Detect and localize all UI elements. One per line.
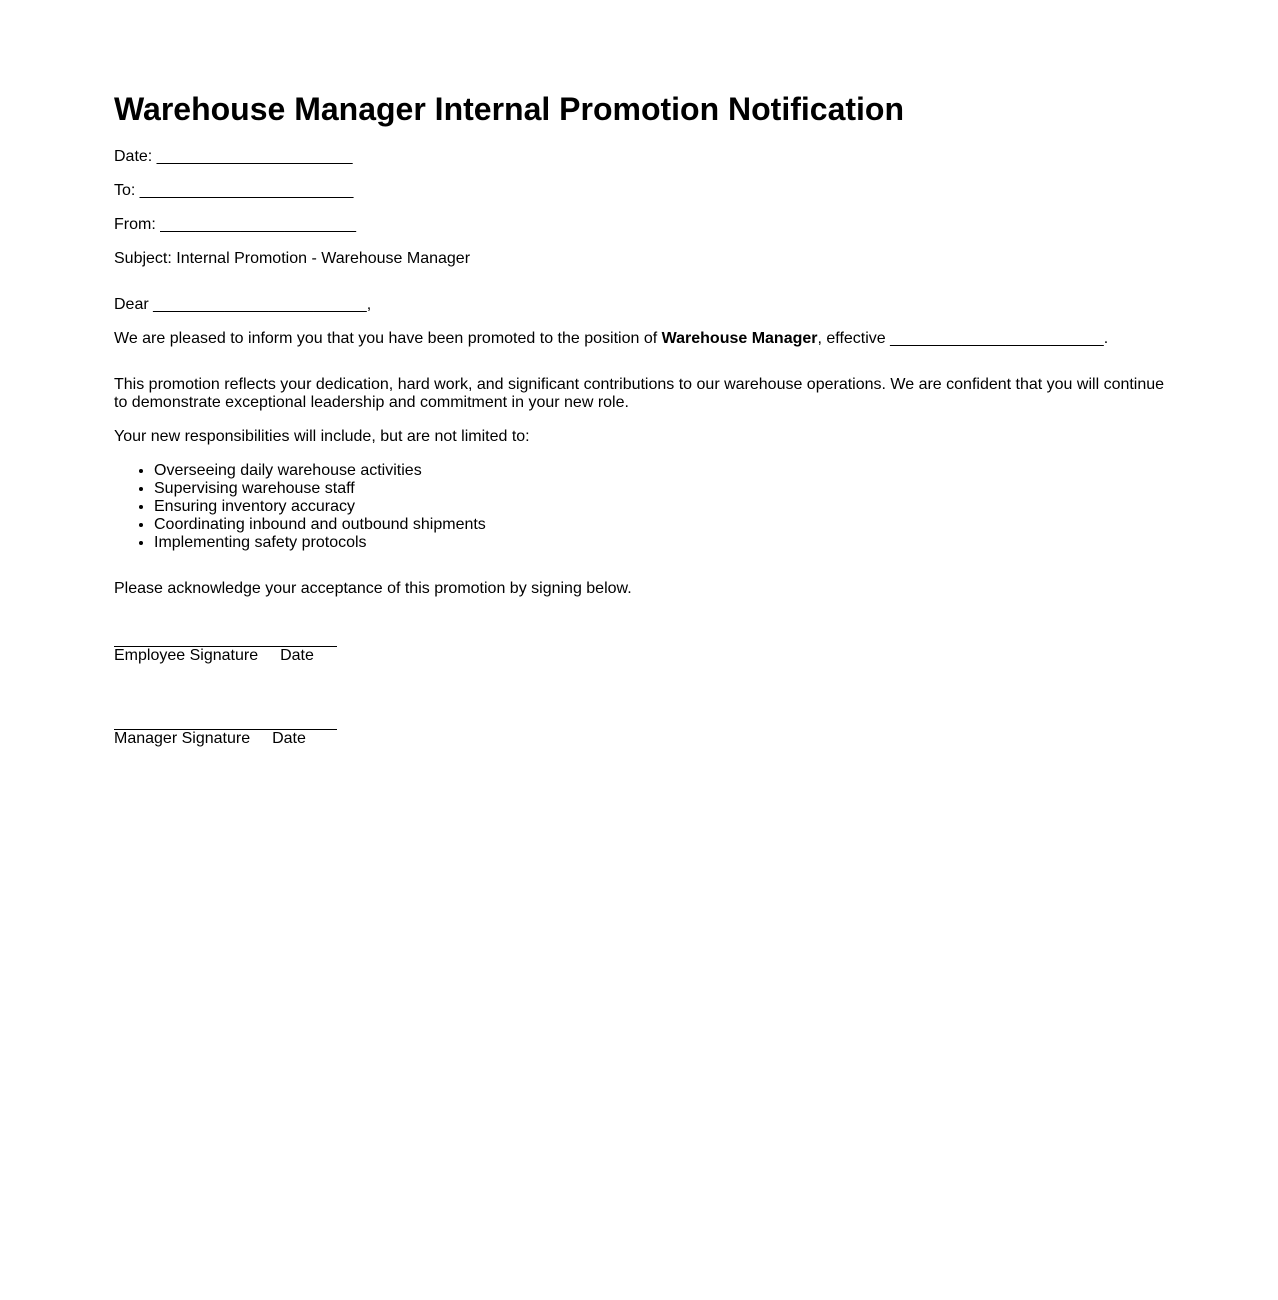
from-field (114, 216, 1166, 234)
subject-line: Subject: Internal Promotion - Warehouse Manager (114, 250, 471, 267)
position-name: Warehouse Manager (661, 330, 818, 347)
salutation-blank: ________________________ (153, 296, 367, 313)
employee-signature-label: Employee Signature (114, 647, 259, 664)
list-item: • Coordinating inbound and outbound shipments (154, 516, 1166, 534)
employee-date-label: Date (280, 647, 314, 664)
to-blank: ________________________ (139, 182, 354, 199)
responsibilities-list (114, 462, 1166, 552)
salutation-label: Dear (114, 296, 149, 313)
document (114, 90, 1166, 748)
page-title: Warehouse Manager Internal Promotion Notification (114, 91, 904, 127)
effective-date-blank: ________________________ (890, 330, 1104, 347)
manager-signature-block (114, 729, 1166, 748)
intro-text: We are pleased to inform you that you have been promoted to the position of (114, 330, 662, 347)
to-field (114, 182, 1166, 200)
intro-end: . (1103, 330, 1109, 347)
list-item: • Overseeing daily warehouse activities (154, 462, 1166, 480)
list-item: • Ensuring inventory accuracy (154, 498, 1166, 516)
intro-paragraph (114, 330, 1166, 348)
from-label: From: (114, 216, 156, 233)
list-item: • Supervising warehouse staff (154, 480, 1166, 498)
date-blank: ______________________ (156, 148, 353, 165)
from-blank: ______________________ (160, 216, 356, 233)
manager-date-label: Date (272, 730, 306, 747)
date-field (114, 148, 1166, 166)
to-label: To: (114, 182, 136, 199)
salutation-comma: , (366, 296, 372, 313)
manager-signature-label: Manager Signature (114, 730, 251, 747)
salutation (114, 296, 1166, 314)
acknowledge-text: Please acknowledge your acceptance of this promotion by signing below. (114, 580, 632, 597)
body-paragraph: This promotion reflects your dedication, hard work, and significant contributions to our warehouse operations. We are confident that you will continue to demonstrate exceptional leadership and commitment in your new role. (114, 376, 1165, 411)
intro-effective: , effective (817, 330, 891, 347)
list-item: • Implementing safety protocols (154, 534, 1166, 552)
employee-signature-block (114, 646, 1166, 665)
responsibilities-intro: Your new responsibilities will include, but are not limited to: (114, 428, 530, 445)
date-label: Date: (114, 148, 153, 165)
